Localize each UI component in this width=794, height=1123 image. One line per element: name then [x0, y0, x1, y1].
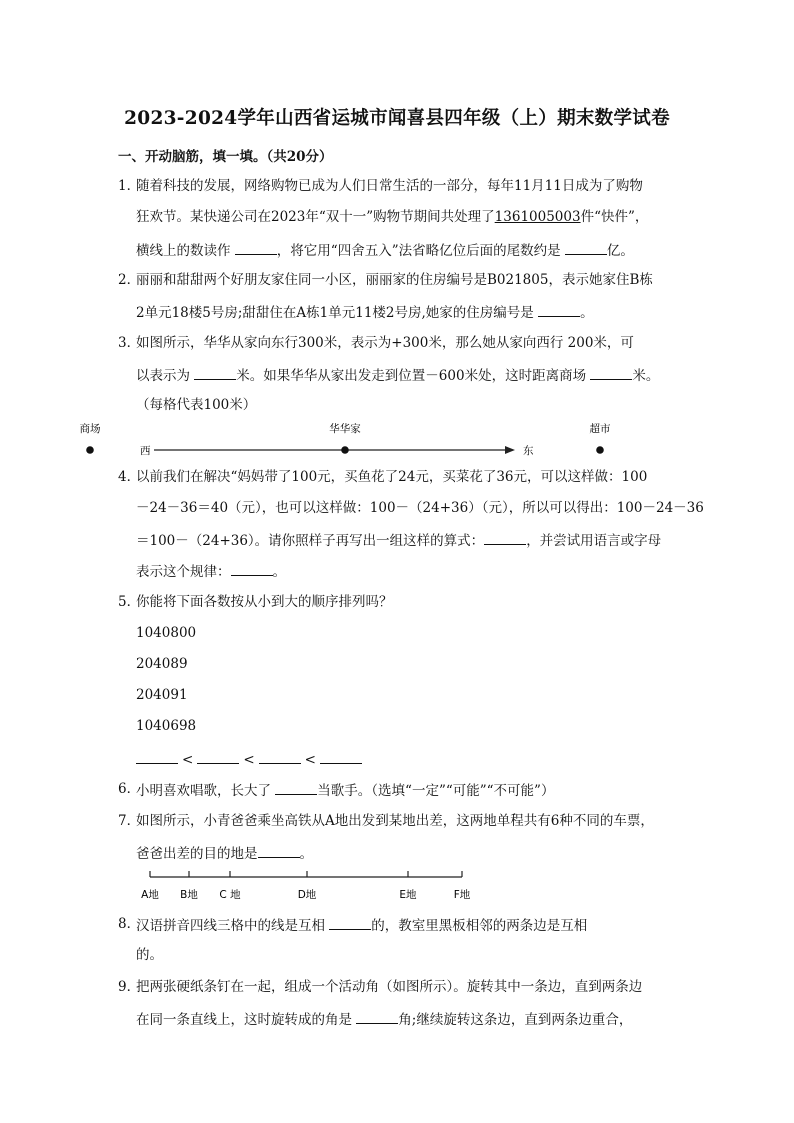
q5-less-than-3: < [304, 752, 316, 768]
q8-number: 8． [118, 916, 141, 932]
q7-station-label-2: B地 [180, 889, 198, 901]
q9-answer-blank[interactable] [356, 1009, 398, 1024]
q7-line1: 如图所示，小青爸爸乘坐高铁从A地出发到某地出差，这两地单程共有6种不同的车票， [136, 813, 654, 829]
q8-line1-a: 汉语拼音四线三格中的线是互相 [136, 918, 330, 934]
q4-line4-a: 表示这个规律： [136, 564, 231, 580]
q1-line3-b: ，将它用“四舍五入”法省略亿位后面的尾数约是 [276, 243, 565, 259]
q7-line2-a: 爸爸出差的目的地是 [136, 846, 258, 862]
q5-ordering-row [136, 749, 362, 769]
q8-line1 [136, 915, 587, 935]
q6-answer-blank[interactable] [275, 780, 317, 795]
q8-line1-b: 的，教室里黑板相邻的两条边是互相 [371, 918, 588, 934]
q2-line2-b: 。 [580, 305, 594, 321]
q9-number: 9． [118, 979, 141, 995]
q9-line2-a: 在同一条直线上，这时旋转成的角是 [136, 1012, 357, 1028]
q9-line2-b: 角;继续旋转这条边，直到两条边重合， [398, 1012, 633, 1028]
q5-line1: 你能将下面各数按从小到大的顺序排列吗？ [136, 594, 393, 610]
q1-line2-a: 狂欢节。某快递公司在2023年“双十一”购物节期间共处理了 [136, 209, 495, 225]
q5-less-than-2: < [243, 752, 255, 768]
q3-point-marker-3 [596, 446, 604, 454]
q2-line2-a: 2单元18楼5号房;甜甜住在A栋1单元11楼2号房,她家的住房编号是 [136, 305, 539, 321]
q1-line3-c: 亿。 [606, 243, 634, 259]
q1-line2 [136, 208, 648, 226]
q3-point-label-2: 华华家 [329, 423, 361, 435]
q2-number: 2． [118, 272, 141, 288]
q3-line2 [136, 365, 659, 385]
q3-line2-b: 米。如果华华从家出发走到位置－600米处，这时距离商场 [236, 368, 591, 384]
q4-answer-blank-1[interactable] [484, 530, 526, 545]
q8-line2: 的。 [136, 947, 163, 963]
q3-line1: 如图所示，华华从家向东行300米，表示为+300米，那么她从家向西行 200米，可 [136, 335, 634, 351]
q3-line3: （每格代表100米） [136, 397, 257, 413]
q1-line3-a: 横线上的数读作 [136, 243, 235, 259]
q6-number: 6． [118, 781, 141, 797]
q5-number-2: 204089 [136, 656, 188, 672]
q4-line3 [136, 530, 661, 550]
q1-line1: 随着科技的发展，网络购物已成为人们日常生活的一部分，每年11月11日成为了购物 [136, 178, 643, 194]
q7-line2 [136, 843, 313, 863]
q5-blank-4[interactable] [320, 749, 362, 764]
q1-answer-blank-1[interactable] [235, 240, 277, 255]
q4-line3-b: ，并尝试用语言或字母 [526, 533, 662, 549]
q6-line [136, 780, 554, 800]
q5-blank-2[interactable] [197, 749, 239, 764]
q2-answer-blank[interactable] [538, 302, 580, 317]
exam-title: 2023-2024学年山西省运城市闻喜县四年级（上）期末数学试卷 [124, 108, 670, 129]
q7-station-label-4: D地 [297, 889, 317, 901]
q3-line2-c: 米。 [632, 368, 660, 384]
q3-line2-a: 以表示为 [136, 368, 195, 384]
q7-station-label-6: F地 [453, 889, 471, 901]
q3-west-label: 西 [140, 445, 151, 457]
q4-line2: －24－36＝40（元），也可以这样做：100－（24+36）（元），所以可以得出：100－24－36 [136, 500, 704, 516]
q3-point-label-3: 超市 [589, 423, 611, 435]
q5-number-3: 204091 [136, 687, 188, 703]
q3-answer-blank-1[interactable] [194, 365, 236, 380]
q4-answer-blank-2[interactable] [231, 561, 273, 576]
q3-arrowhead [505, 446, 515, 454]
q7-station-label-5: E地 [399, 889, 417, 901]
q4-line1: 以前我们在解决“妈妈带了100元，买鱼花了24元，买菜花了36元，可以这样做：100 [136, 469, 648, 485]
q9-line2 [136, 1009, 632, 1029]
q8-answer-blank-1[interactable] [329, 915, 371, 930]
q6-text-a: 小明喜欢唱歌，长大了 [136, 783, 276, 799]
q1-line3 [136, 240, 634, 260]
q5-blank-1[interactable] [136, 749, 178, 764]
q7-railway-figure [140, 865, 490, 905]
q7-station-label-1: A地 [141, 889, 159, 901]
q2-line1: 丽丽和甜甜两个好朋友家住同一小区，丽丽家的住房编号是B021805，表示她家住B栋 [136, 272, 653, 288]
q4-line3-a: ＝100－（24+36）。请你照样子再写出一组这样的算式： [136, 533, 485, 549]
q6-text-b: 当歌手。（选填“一定”“可能”“不可能”） [317, 783, 555, 799]
q5-number: 5． [118, 594, 141, 610]
q4-line4 [136, 561, 286, 581]
q5-blank-3[interactable] [259, 749, 301, 764]
q7-station-label-3: C 地 [219, 889, 241, 901]
q5-number-1: 1040800 [136, 625, 197, 641]
q2-line2 [136, 302, 594, 322]
q3-point-marker-1 [86, 446, 94, 454]
q3-answer-blank-2[interactable] [590, 365, 632, 380]
q1-answer-blank-2[interactable] [565, 240, 607, 255]
q3-point-marker-2 [341, 446, 349, 454]
q1-line2-b: 件“快件”， [580, 209, 649, 225]
q3-point-label-1: 商场 [79, 423, 101, 435]
q7-answer-blank[interactable] [258, 843, 300, 858]
q4-number: 4． [118, 469, 141, 485]
q7-line2-b: 。 [299, 846, 313, 862]
q3-number-line-figure [79, 418, 611, 458]
q3-east-label: 东 [523, 445, 534, 457]
section-heading: 一、开动脑筋，填一填。（共20分） [118, 149, 333, 165]
q5-number-4: 1040698 [136, 718, 197, 734]
q1-parcel-count: 1361005003 [494, 209, 581, 225]
q7-number: 7． [118, 813, 141, 829]
q1-number: 1． [118, 178, 141, 194]
q9-line1: 把两张硬纸条钉在一起，组成一个活动角（如图所示）。旋转其中一条边，直到两条边 [136, 979, 643, 995]
q4-line4-b: 。 [272, 564, 286, 580]
q5-less-than-1: < [182, 752, 194, 768]
q3-number: 3． [118, 335, 141, 351]
